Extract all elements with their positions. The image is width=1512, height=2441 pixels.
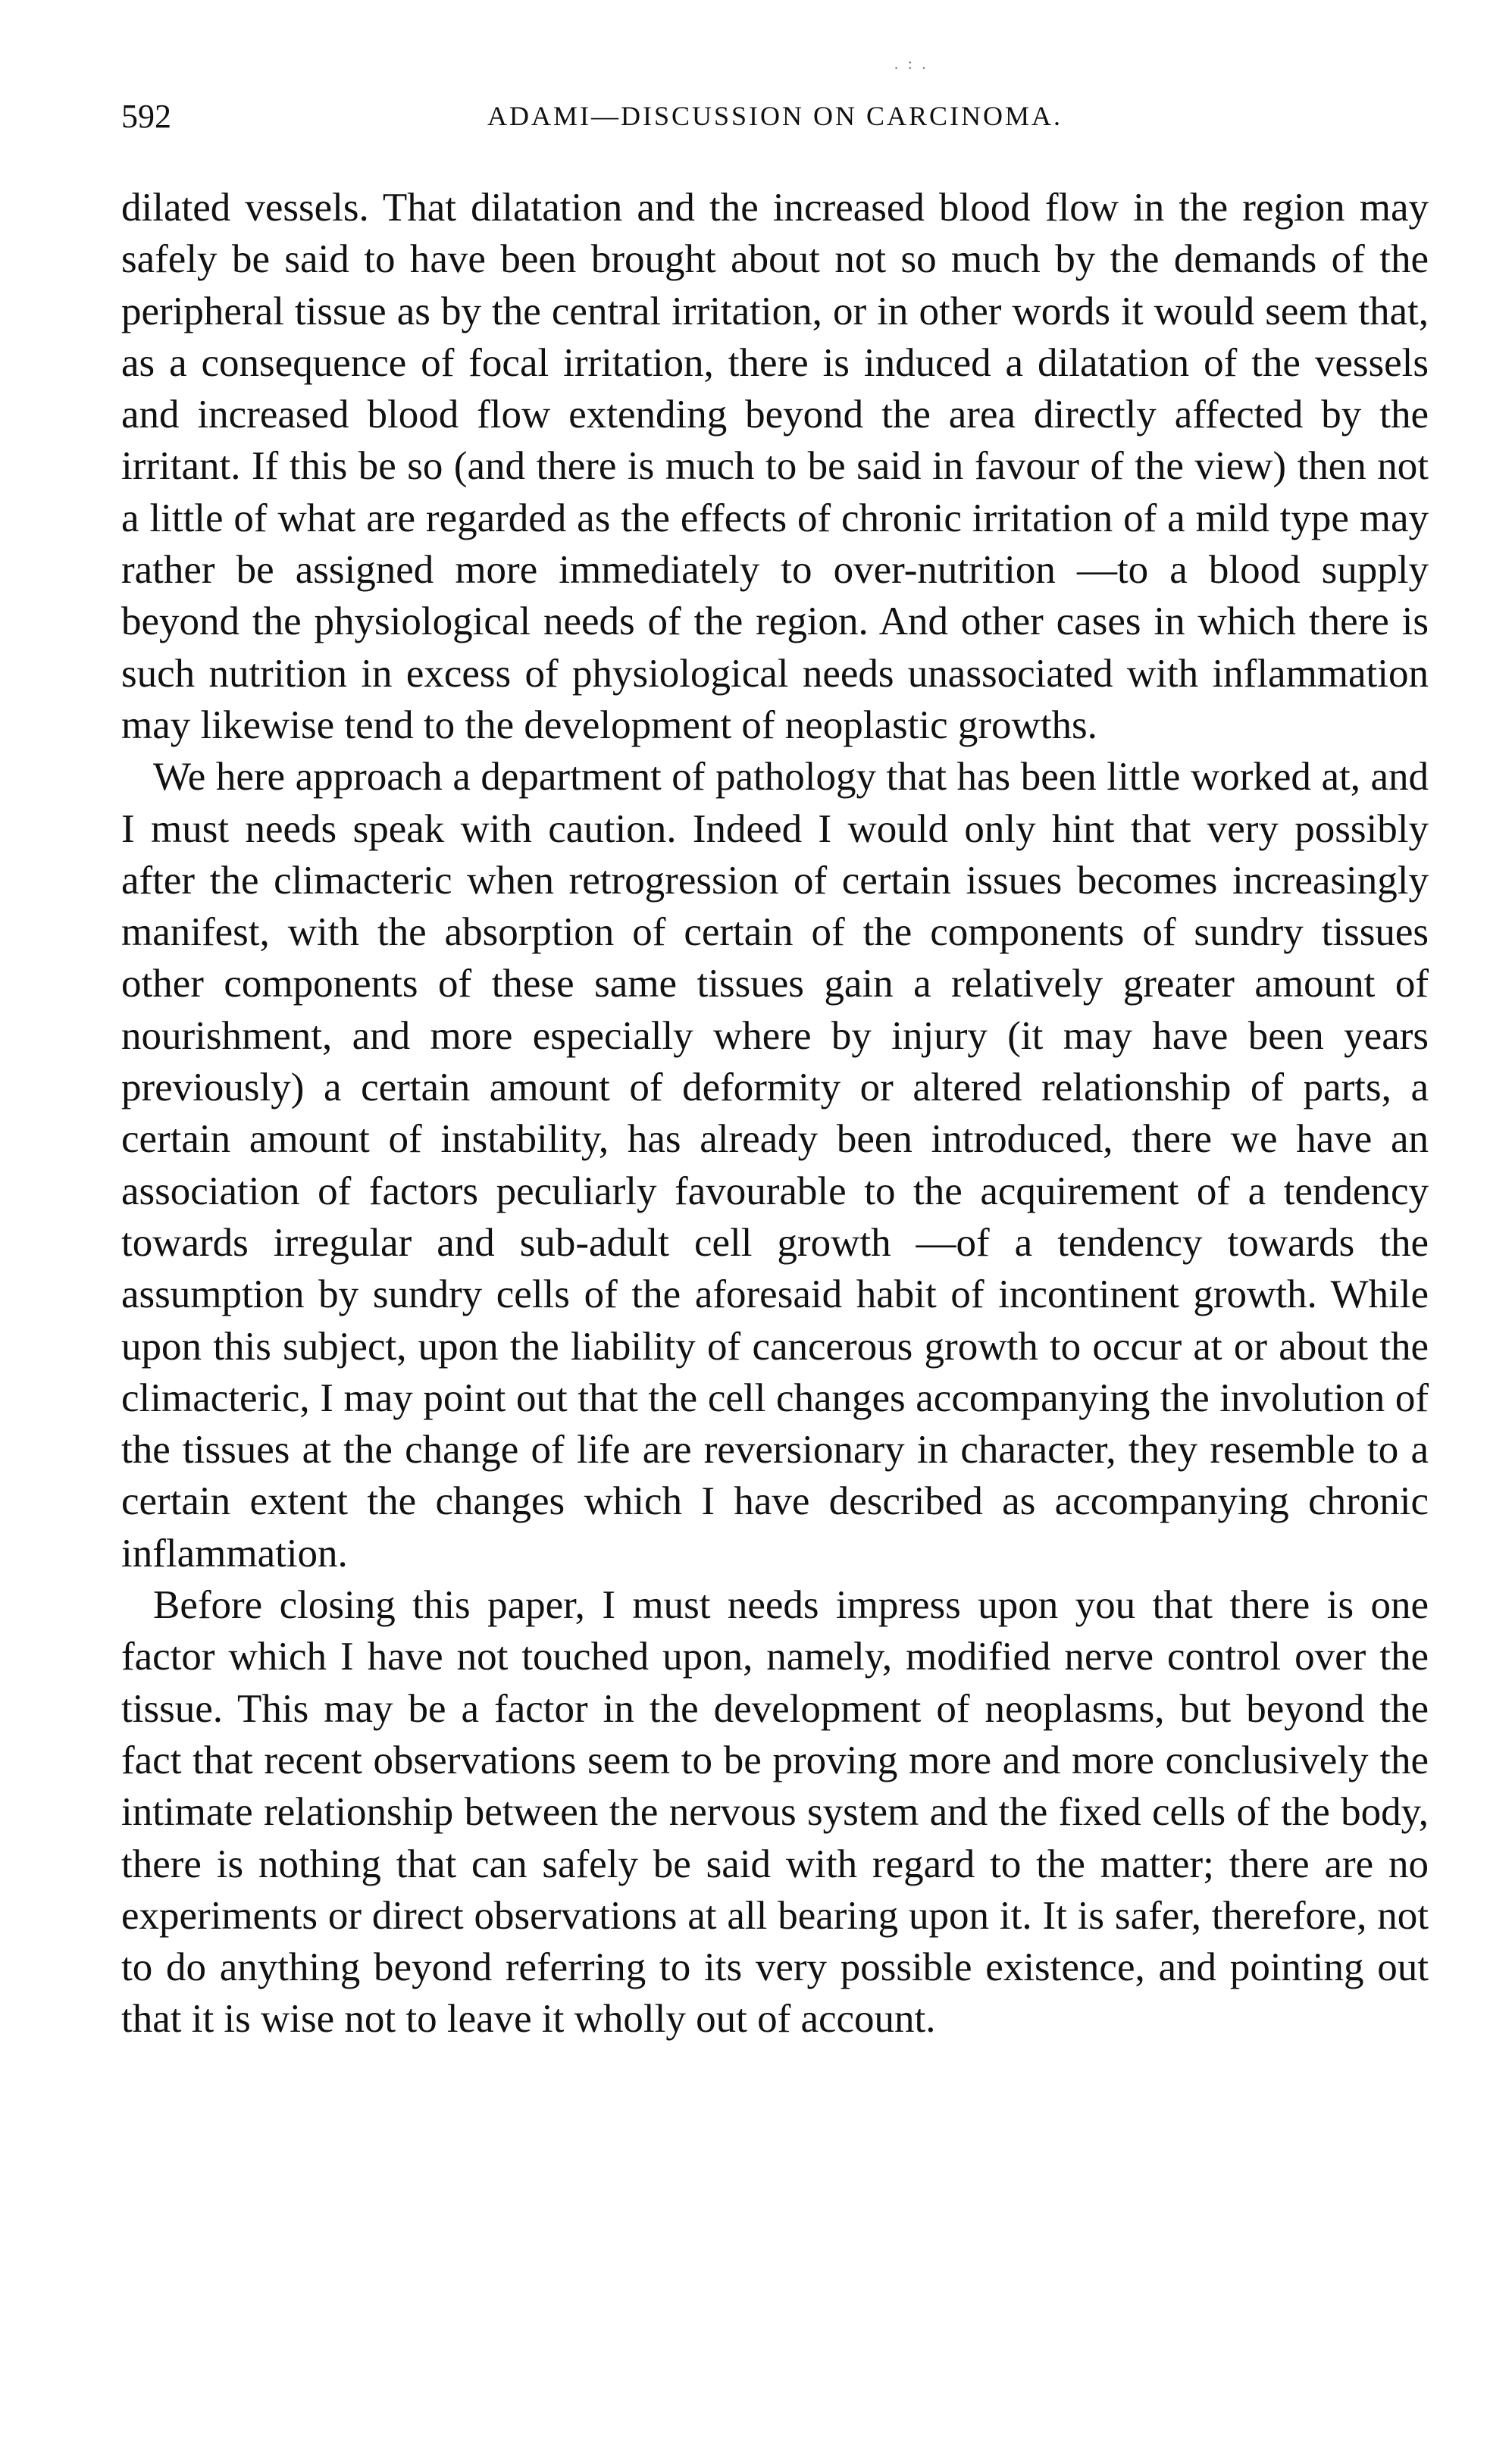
paragraph-continued: dilated vessels. That dilatation and the increased blood flow in the region may safely be said to have been brought about not so much by the demands of the peripheral tissue as by the central irritation, or in other words it would seem that, as a consequence of focal irritation, there is induced a dilatation of the vessels and increased blood flow extending beyond the area directly affected by the irritant. If this be so (and there is much to be said in favour of the view) then not a little of what are regarded as the effects of chronic irritation of a mild type may rather be assigned more immediately to over-nutrition —to a blood supply beyond the physiological needs of the region. And other cases in which there is such nutrition in excess of physiological needs unassociated with inflammation may likewise tend to the development of neoplastic growths. (121, 186, 1429, 747)
paragraph-nerve-control: Before closing this paper, I must needs impress upon you that there is one factor which I have not touched upon, namely, modified nerve control over the tissue. This may be a factor in the development of neoplasms, but beyond the fact that recent observations seem to be proving more and more conclusively the intimate relationship between the nervous system and the fixed cells of the body, there is nothing that can safely be said with regard to the matter; there are no experiments or direct observations at all bearing upon it. It is safer, therefore, not to do anything beyond referring to its very possible existence, and pointing out that it is wise not to leave it wholly out of account. (121, 1583, 1429, 2042)
paragraph-climacteric: We here approach a department of pathology that has been little worked at, and I must needs speak with caution. Indeed I would only hint that very possibly after the climacteric when retrogression of certain issues becomes increasingly manifest, with the absorption of certain of the components of sundry tissues other components of these same tissues gain a relatively greater amount of nourishment, and more especially where by injury (it may have been years previously) a certain amount of deformity or altered relationship of parts, a certain amount of instability, has already been introduced, there we have an association of factors peculiarly favourable to the acquirement of a tendency towards irregular and sub-adult cell growth —of a tendency towards the assumption by sundry cells of the aforesaid habit of incontinent growth. While upon this subject, upon the liability of cancerous growth to occur at or about the climacteric, I may point out that the cell changes accompanying the involution of the tissues at the change of life are reversionary in character, they resemble to a certain extent the changes which I have described as accompanying chronic inflammation. (121, 755, 1429, 1576)
running-title: ADAMI—DISCUSSION ON CARCINOMA. (487, 101, 1063, 131)
page-header (121, 97, 1429, 142)
print-specks: . : . (894, 56, 929, 73)
body-text (121, 182, 1429, 2045)
page-number: 592 (121, 98, 171, 135)
